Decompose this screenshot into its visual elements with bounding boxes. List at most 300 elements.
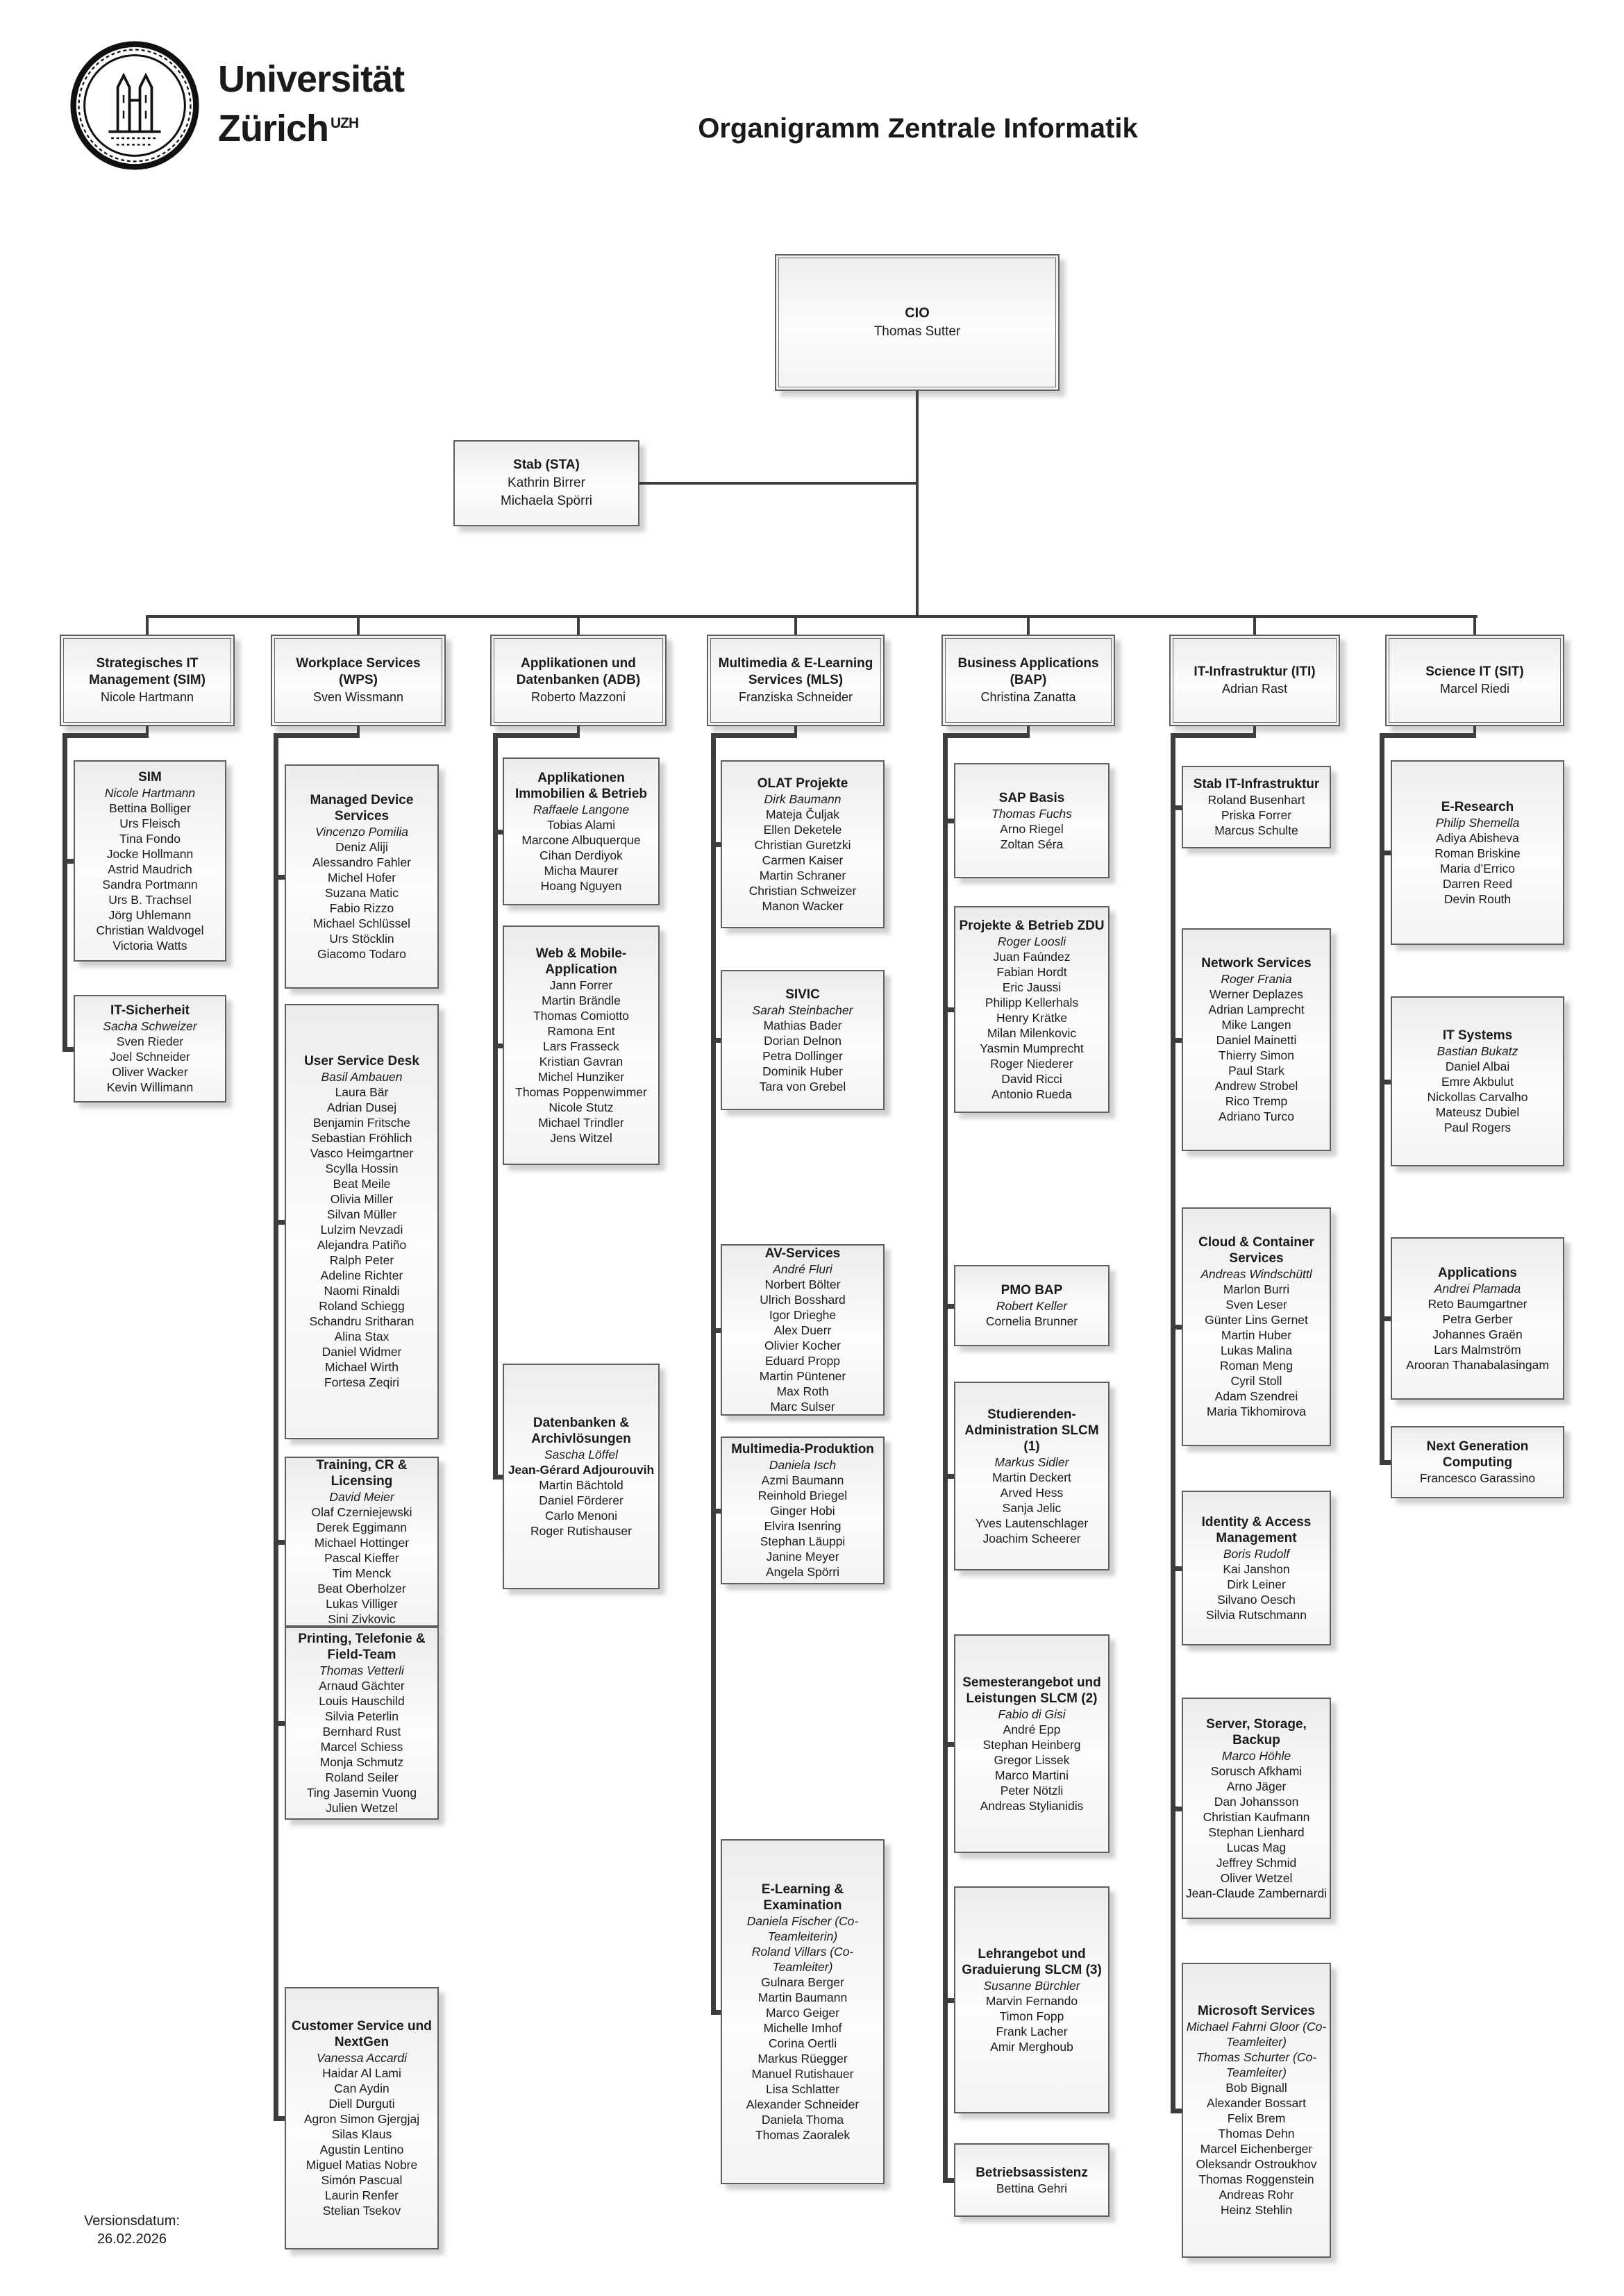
team-member: Michelle Imhof: [763, 2020, 842, 2035]
team-member: Giacomo Todaro: [317, 946, 407, 961]
team-title: Stab IT-Infrastruktur: [1193, 777, 1320, 791]
team-lead: Roland Villars (Co-Teamleiter): [751, 1944, 854, 1974]
team-member: Thomas Dehn: [1218, 2127, 1295, 2140]
connector-line: [357, 615, 360, 636]
team-member: Corina Oertli: [768, 2036, 837, 2050]
team-member: Julien Wetzel: [326, 1801, 398, 1815]
team-member: Martin Deckert: [992, 1470, 1071, 1484]
team-member: Christian Guretzki: [754, 837, 851, 852]
department-title: Multimedia & E-Learning Services (MLS): [718, 656, 873, 687]
team-box-iti-5: [1182, 1963, 1331, 2258]
team-member: Mike Langen: [1221, 1018, 1291, 1032]
team-title: Network Services: [1201, 956, 1312, 971]
team-member: Agustin Lentino: [319, 2143, 404, 2156]
team-member: Günter Lins Gernet: [1205, 1313, 1308, 1327]
team-title: SIM: [138, 769, 162, 785]
team-lead: Fabio di Gisi: [998, 1707, 1066, 1721]
team-member: Francesco Garassino: [1419, 1471, 1536, 1485]
team-member: Stephan Lienhard: [1208, 1825, 1305, 1839]
team-member: Ting Jasemin Vuong: [306, 1786, 417, 1800]
team-title: Applikationen Immobilien & Betrieb: [514, 770, 648, 801]
team-lead: Andrei Plamada: [1434, 1281, 1521, 1296]
team-box-bap-4: [954, 1634, 1110, 1853]
team-member: Simón Pascual: [321, 2173, 403, 2187]
team-member: Arno Jäger: [1226, 1779, 1287, 1793]
logo-line1: Universität: [218, 58, 405, 100]
team-member: Norbert Bölter: [764, 1277, 841, 1291]
team-member: Martin Bächtold: [539, 1477, 623, 1492]
team-member: Nicole Stutz: [549, 1100, 614, 1114]
version-note: [73, 2212, 191, 2248]
team-member: Agron Simon Gjergjaj: [303, 2112, 420, 2126]
team-member: Roger Niederer: [990, 1056, 1073, 1071]
team-member: Alexander Schneider: [746, 2097, 860, 2111]
team-member: Roger Rutishauser: [530, 1523, 632, 1538]
connector-line: [711, 733, 716, 2015]
team-member: Thomas Roggenstein: [1198, 2172, 1314, 2186]
connector-line: [1380, 733, 1384, 1465]
team-box-mls-1: [721, 970, 885, 1110]
team-member: Silvan Müller: [326, 1207, 397, 1221]
version-label: Versionsdatum:: [84, 2213, 180, 2229]
team-member: Daniel Förderer: [539, 1493, 623, 1507]
team-member: Mateja Čuljak: [765, 807, 840, 821]
team-member: Martin Brändle: [542, 993, 621, 1007]
team-member: Ellen Deketele: [763, 822, 842, 837]
team-member: Markus Rüegger: [757, 2051, 848, 2065]
team-lead: Robert Keller: [996, 1299, 1068, 1313]
team-lead: David Meier: [329, 1489, 394, 1504]
team-member: Alessandro Fahler: [312, 855, 412, 869]
team-member: Ulrich Bosshard: [760, 1293, 846, 1307]
team-member: Marcel Eichenberger: [1200, 2142, 1313, 2156]
department-header-mls: [707, 635, 885, 726]
connector-line: [1171, 1038, 1182, 1043]
team-member: Jens Witzel: [550, 1130, 612, 1145]
department-head: Nicole Hartmann: [100, 690, 194, 704]
team-member: Christian Kaufmann: [1203, 1809, 1310, 1824]
team-box-wps-0: [285, 764, 439, 989]
team-box-iti-0: [1182, 766, 1331, 848]
team-title: SIVIC: [785, 987, 820, 1002]
team-box-bap-5: [954, 1886, 1110, 2113]
team-title: Next Generation Computing: [1426, 1439, 1529, 1470]
team-member: Silvia Peterlin: [324, 1709, 399, 1723]
team-title: Customer Service und NextGen: [292, 2019, 432, 2050]
team-member: Beat Meile: [333, 1177, 391, 1191]
team-member: Timon Fopp: [999, 2009, 1064, 2023]
department-head: Adrian Rast: [1221, 682, 1288, 696]
department-head: Christina Zanatta: [980, 690, 1076, 704]
team-member: Roman Briskine: [1434, 846, 1521, 860]
team-member: Sini Zivkovic: [328, 1611, 396, 1626]
team-title: Lehrangebot und Graduierung SLCM (3): [962, 1946, 1102, 1977]
connector-line: [274, 2116, 285, 2121]
team-member: Werner Deplazes: [1209, 987, 1303, 1001]
connector-line: [493, 733, 498, 1480]
team-title: Studierenden-Administration SLCM (1): [964, 1407, 1099, 1454]
connector-line: [146, 615, 1477, 618]
connector-line: [1380, 1316, 1391, 1321]
team-box-bap-1: [954, 906, 1110, 1113]
department-header-sit: [1385, 635, 1564, 726]
team-member: Marc Sulser: [770, 1400, 835, 1414]
team-member: Urs Stöcklin: [329, 931, 394, 946]
connector-line: [639, 482, 917, 485]
team-member: Alexander Bossart: [1207, 2096, 1306, 2110]
connector-line: [1253, 615, 1256, 636]
team-member: Tobias Alami: [546, 817, 616, 832]
team-member: Tara von Grebel: [759, 1079, 846, 1093]
team-member: Paul Rogers: [1443, 1121, 1512, 1134]
logo-line2: Zürich: [218, 108, 329, 149]
team-member: Gulnara Berger: [761, 1975, 844, 1989]
team-member: Thierry Simon: [1219, 1048, 1294, 1062]
team-member: Martin Baumann: [757, 1990, 848, 2004]
team-box-mls-2: [721, 1244, 885, 1416]
team-member: Bernhard Rust: [322, 1725, 401, 1738]
department-title: Strategisches IT Management (SIM): [89, 656, 206, 687]
team-member: Jörg Uhlemann: [108, 907, 192, 922]
team-member: Michael Wirth: [325, 1360, 399, 1374]
team-member: Adiya Abisheva: [1436, 830, 1519, 845]
connector-line: [274, 1540, 285, 1545]
team-member: Dorian Delnon: [764, 1033, 842, 1048]
team-title: IT-Sicherheit: [110, 1003, 190, 1018]
team-member: Benjamin Fritsche: [312, 1116, 411, 1130]
team-lead: Daniela Fischer (Co-Teamleiterin): [746, 1913, 859, 1943]
team-lead: Bastian Bukatz: [1437, 1044, 1518, 1058]
team-box-adb-0: [503, 757, 660, 905]
team-member: Hoang Nguyen: [540, 878, 622, 893]
team-title: Training, CR & Licensing: [316, 1457, 408, 1489]
team-member: Roman Meng: [1219, 1359, 1294, 1373]
department-head: Franziska Schneider: [738, 690, 853, 704]
team-member: Derek Eggimann: [316, 1520, 408, 1534]
team-member: David Ricci: [1001, 1071, 1062, 1086]
department-header-adb: [490, 635, 667, 726]
team-lead: Dirk Baumann: [764, 791, 842, 806]
team-member: Max Roth: [776, 1384, 829, 1398]
team-member: Philipp Kellerhals: [985, 995, 1079, 1009]
team-lead: Basil Ambauen: [321, 1070, 403, 1084]
team-box-mls-4: [721, 1839, 885, 2184]
connector-line: [62, 733, 67, 1052]
team-lead: Daniela Isch: [769, 1458, 837, 1472]
team-member: Victoria Watts: [112, 938, 187, 953]
team-member: Alejandra Patiño: [317, 1238, 407, 1252]
team-member: Lars Frasseck: [543, 1039, 619, 1053]
connector-line: [274, 733, 278, 2121]
team-member: Johannes Graën: [1432, 1327, 1523, 1341]
team-member: Rico Tremp: [1225, 1094, 1288, 1108]
team-member: Astrid Maudrich: [108, 862, 192, 876]
connector-line: [1171, 1807, 1182, 1811]
team-title: Projekte & Betrieb ZDU: [959, 918, 1105, 933]
team-member: Monja Schmutz: [319, 1755, 404, 1769]
team-member: Ginger Hobi: [770, 1504, 835, 1518]
team-lead: Sascha Löffel: [544, 1447, 619, 1461]
team-member: Oleksandr Ostroukhov: [1196, 2157, 1317, 2171]
team-member: Laurin Renfer: [324, 2188, 399, 2202]
team-member: Elvira Isenring: [764, 1519, 842, 1533]
team-member: Sebastian Fröhlich: [311, 1131, 412, 1145]
team-lead: Michael Fahrni Gloor (Co-Teamleiter): [1186, 2020, 1327, 2049]
team-lead: Philip Shemella: [1435, 815, 1520, 830]
team-member: Petra Gerber: [1442, 1312, 1513, 1326]
team-member: Alina Stax: [334, 1330, 390, 1343]
team-member: Mateusz Dubiel: [1435, 1105, 1520, 1119]
team-member: Urs Fleisch: [119, 816, 181, 830]
team-member: Martin Schraner: [759, 868, 846, 882]
team-member: Sandra Portmann: [102, 877, 198, 891]
connector-line: [1380, 850, 1391, 855]
connector-line: [577, 615, 580, 636]
team-member: Daniel Widmer: [321, 1345, 402, 1359]
team-member: Maria Tikhomirova: [1207, 1405, 1306, 1418]
team-member: Andreas Stylianidis: [980, 1798, 1084, 1813]
department-title: IT-Infrastruktur (ITI): [1194, 664, 1316, 679]
department-head: Sven Wissmann: [312, 690, 404, 704]
team-title: Web & Mobile-Application: [535, 946, 627, 977]
team-member: Sanja Jelic: [1002, 1500, 1062, 1515]
team-member: Carlo Menoni: [544, 1508, 618, 1523]
connector-line: [274, 875, 285, 880]
team-member: Lucas Mag: [1226, 1840, 1287, 1854]
team-member: Jann Forrer: [549, 978, 613, 992]
team-lead: Marco Höhle: [1221, 1748, 1291, 1763]
department-title: Science IT (SIT): [1425, 664, 1524, 679]
team-box-sit-0: [1391, 760, 1564, 945]
connector-line: [794, 615, 797, 636]
team-member: Christian Schweizer: [748, 883, 857, 898]
team-member: Carmen Kaiser: [762, 853, 844, 867]
team-member: Peter Nötzli: [1000, 1783, 1064, 1798]
connector-line: [711, 1038, 721, 1043]
team-title: Printing, Telefonie & Field-Team: [298, 1632, 426, 1662]
connector-line: [943, 1007, 954, 1012]
connector-line: [1171, 1566, 1182, 1571]
team-lead: Nicole Hartmann: [104, 785, 196, 800]
team-title: Datenbanken & Archivlösungen: [531, 1415, 631, 1446]
connector-line: [943, 733, 948, 2183]
connector-line: [943, 819, 954, 823]
team-member: Cihan Derdiyok: [539, 848, 623, 862]
team-member: Marco Martini: [995, 1768, 1069, 1782]
team-member: Felix Brem: [1227, 2111, 1286, 2125]
team-lead: André Fluri: [773, 1262, 832, 1276]
team-lead: Roger Frania: [1221, 972, 1292, 986]
connector-line: [943, 2178, 954, 2183]
team-box-sit-2: [1391, 1237, 1564, 1400]
team-member: Maria d’Errico: [1440, 861, 1515, 875]
connector-line: [493, 733, 580, 738]
team-box-wps-3: [285, 1627, 439, 1820]
team-member: Fabian Hordt: [996, 964, 1067, 979]
connector-line: [1027, 615, 1030, 636]
connector-line: [274, 733, 360, 738]
department-title: Business Applications (BAP): [957, 656, 1099, 687]
team-box-bap-3: [954, 1382, 1110, 1570]
team-box-iti-4: [1182, 1698, 1331, 1919]
team-member: Dirk Leiner: [1227, 1577, 1286, 1591]
connector-line: [943, 733, 1030, 738]
team-member: Paul Stark: [1228, 1064, 1284, 1078]
connector-line: [711, 2010, 721, 2015]
team-member: Roland Seiler: [325, 1770, 399, 1784]
team-member: Scylla Hossin: [325, 1162, 399, 1175]
team-member: Silvano Oesch: [1217, 1592, 1296, 1607]
team-member: Reto Baumgartner: [1428, 1296, 1527, 1311]
team-member: Beat Oberholzer: [317, 1581, 406, 1595]
team-member: Oliver Wacker: [112, 1065, 188, 1079]
team-member: Kristian Gavran: [539, 1054, 623, 1069]
logo-uzh-sup: UZH: [330, 115, 359, 131]
department-head: Roberto Mazzoni: [530, 690, 626, 704]
connector-line: [711, 733, 797, 738]
team-member: Schandru Sritharan: [309, 1314, 415, 1328]
connector-line: [1473, 615, 1476, 636]
uzh-logo: [69, 40, 404, 171]
team-member: Igor Drieghe: [769, 1308, 837, 1322]
team-member: Roland Busenhart: [1207, 793, 1305, 807]
team-box-bap-0: [954, 763, 1110, 878]
version-date: 26.02.2026: [97, 2231, 167, 2247]
connector-line: [62, 859, 74, 864]
team-lead: Susanne Bürchler: [983, 1978, 1080, 1993]
team-member: Jocke Hollmann: [106, 846, 194, 861]
team-member: Arooran Thanabalasingam: [1406, 1357, 1549, 1372]
team-member: Thomas Comiotto: [533, 1008, 630, 1023]
connector-line: [711, 1328, 721, 1333]
team-member: Amir Merghoub: [990, 2039, 1073, 2054]
department-title: Workplace Services (WPS): [296, 656, 421, 687]
team-member: Naomi Rinaldi: [324, 1284, 400, 1298]
connector-line: [943, 1474, 954, 1479]
team-lead: Roger Loosli: [997, 934, 1066, 948]
team-lead: Raffaele Langone: [533, 802, 630, 816]
team-member: Silvia Rutschmann: [1206, 1607, 1307, 1622]
connector-line: [1380, 1460, 1391, 1465]
team-member: Fortesa Zeqiri: [324, 1375, 399, 1389]
team-title: User Service Desk: [304, 1054, 419, 1069]
stab-box: [453, 440, 639, 526]
team-member: Mathias Bader: [763, 1018, 842, 1032]
team-member: Emre Akbulut: [1441, 1075, 1514, 1089]
team-member: Deniz Aliji: [335, 839, 388, 854]
uzh-wordmark: [218, 57, 404, 151]
team-title: Semesterangebot und Leistungen SLCM (2): [962, 1675, 1101, 1706]
team-box-wps-4: [285, 1987, 439, 2249]
team-member: Thomas Zaoralek: [755, 2127, 851, 2142]
team-member: Can Aydin: [334, 2081, 390, 2095]
connector-line: [62, 1047, 74, 1052]
team-member: Azmi Baumann: [761, 1473, 844, 1487]
team-box-sim-1: [74, 995, 226, 1103]
team-member: Antonio Rueda: [991, 1087, 1072, 1101]
team-title: E-Research: [1441, 799, 1514, 814]
connector-line: [146, 615, 149, 636]
team-member: Yasmin Mumprecht: [980, 1041, 1084, 1055]
connector-line: [711, 842, 721, 847]
team-member: Stelian Tsekov: [322, 2204, 401, 2218]
team-member: Marvin Fernando: [985, 1993, 1078, 2008]
team-lead: Thomas Fuchs: [991, 806, 1072, 821]
team-lead: Sarah Steinbacher: [752, 1003, 853, 1017]
team-member: Alex Duerr: [773, 1323, 832, 1337]
team-member: Adrian Lamprecht: [1208, 1003, 1305, 1016]
team-member: Christian Waldvogel: [96, 923, 204, 937]
team-member: Angela Spörri: [765, 1565, 840, 1579]
team-box-bap-2: [954, 1265, 1110, 1346]
team-member: Michel Hunziker: [537, 1069, 625, 1084]
team-member: Joel Schneider: [110, 1050, 190, 1064]
team-member: Jeffrey Schmid: [1216, 1855, 1297, 1870]
connector-line: [943, 1742, 954, 1747]
team-member: Tina Fondo: [119, 831, 181, 846]
department-header-bap: [941, 635, 1115, 726]
team-member: Andreas Rohr: [1219, 2188, 1294, 2202]
team-member: Sven Rieder: [116, 1034, 184, 1048]
team-title: Server, Storage, Backup: [1206, 1716, 1307, 1748]
team-member: Bob Bignall: [1225, 2081, 1287, 2095]
team-box-sim-0: [74, 760, 226, 962]
team-member: Arnaud Gächter: [319, 1679, 405, 1693]
team-member: Laura Bär: [335, 1085, 389, 1099]
department-header-wps: [271, 635, 446, 726]
connector-line: [1380, 733, 1476, 738]
team-member: Adrian Dusej: [326, 1100, 397, 1114]
team-box-iti-2: [1182, 1207, 1331, 1446]
team-member: Olaf Czerniejewski: [311, 1505, 412, 1519]
team-member: Stephan Läuppi: [760, 1534, 846, 1548]
team-member: Urs B. Trachsel: [108, 892, 192, 907]
team-title: Microsoft Services: [1198, 2004, 1315, 2018]
team-member: Frank Lacher: [996, 2024, 1068, 2038]
team-lead: Boris Rudolf: [1223, 1546, 1290, 1561]
team-lead: Andreas Windschüttl: [1200, 1267, 1312, 1281]
team-box-sit-1: [1391, 996, 1564, 1166]
team-member: Marcel Schiess: [320, 1740, 403, 1754]
team-member: Dominik Huber: [762, 1064, 843, 1078]
department-head: Marcel Riedi: [1439, 682, 1510, 696]
team-member: Bettina Gehri: [996, 2181, 1068, 2195]
team-member: Adam Szendrei: [1214, 1389, 1298, 1403]
team-member: Suzana Matic: [324, 885, 399, 900]
team-title: Betriebsassistenz: [976, 2165, 1088, 2180]
department-header-sim: [60, 635, 235, 726]
team-member: Devin Routh: [1443, 891, 1512, 906]
team-member: Miguel Matias Nobre: [305, 2158, 418, 2172]
connector-line: [1171, 2109, 1182, 2113]
team-member: Oliver Wetzel: [1220, 1870, 1293, 1885]
team-member: Zoltan Séra: [1000, 837, 1064, 851]
team-box-sit-3: [1391, 1426, 1564, 1498]
connector-line: [1380, 1080, 1391, 1084]
team-member: Adriano Turco: [1219, 1109, 1294, 1123]
team-title: SAP Basis: [998, 790, 1065, 805]
team-member: Nickollas Carvalho: [1427, 1090, 1528, 1104]
team-lead: Markus Sidler: [994, 1455, 1069, 1469]
team-box-wps-1: [285, 1004, 439, 1439]
team-member: Andrew Strobel: [1214, 1079, 1298, 1093]
team-member: Arno Riegel: [1000, 821, 1064, 836]
team-member: Fabio Rizzo: [329, 900, 394, 915]
team-member: Martin Huber: [1221, 1328, 1292, 1342]
team-member: Reinhold Briegel: [757, 1489, 848, 1502]
team-member: Michael Trindler: [538, 1115, 624, 1130]
connector-line: [1171, 733, 1256, 738]
